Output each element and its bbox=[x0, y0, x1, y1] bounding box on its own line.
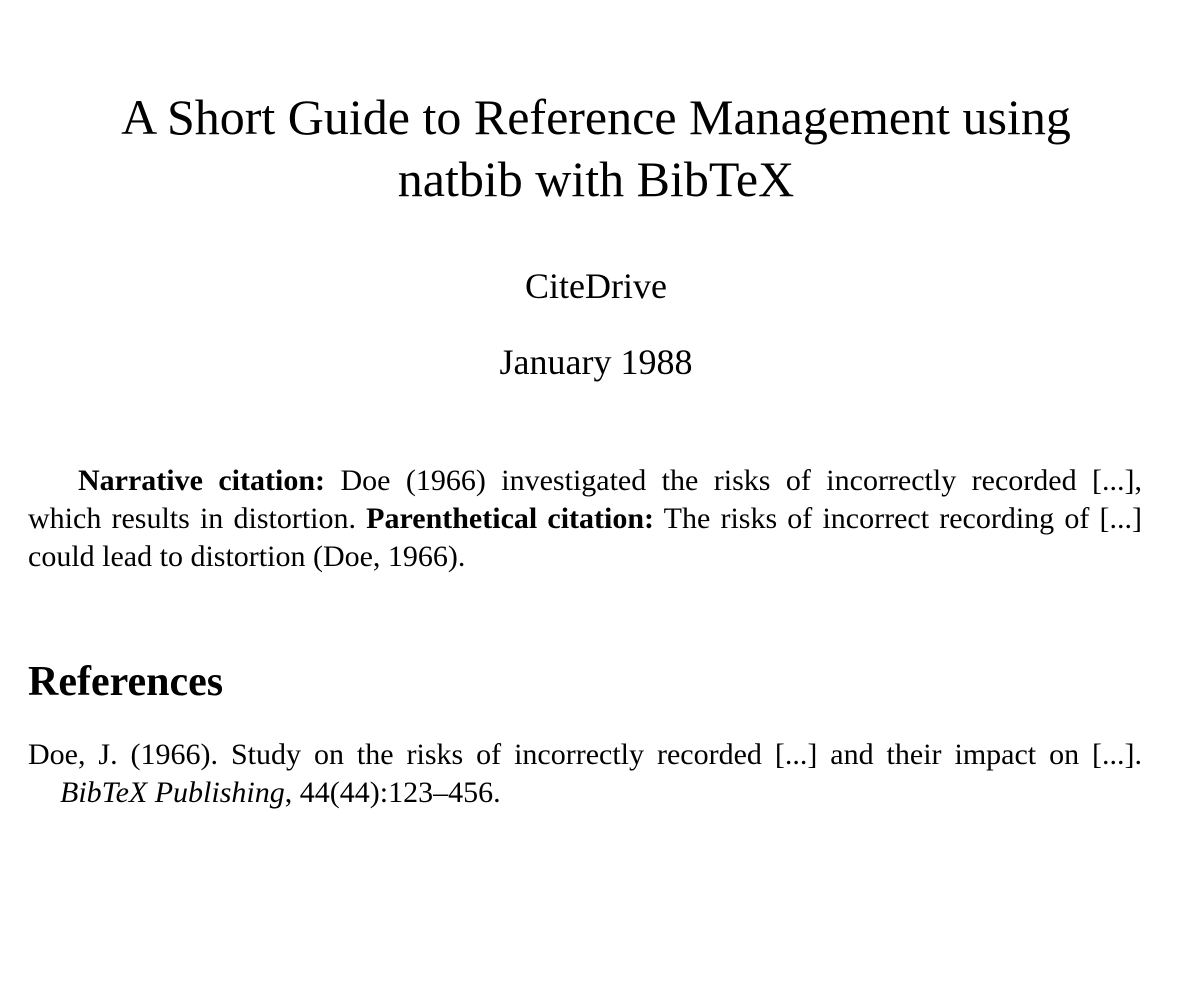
reference-entry bbox=[28, 736, 1142, 812]
body-paragraph bbox=[28, 462, 1142, 576]
narrative-citation-text: Doe (1966) investigated the risks of incorrectly recorded [...], which results in distortion. bbox=[28, 464, 1143, 535]
references-heading: References bbox=[28, 659, 224, 705]
parenthetical-citation-label: Parenthetical citation: bbox=[366, 502, 655, 535]
reference-volume-pages: , 44(44):123–456. bbox=[284, 776, 501, 809]
document-date: January 1988 bbox=[499, 342, 693, 382]
parenthetical-citation-text: The risks of incorrect recording of [...] could lead to distortion (Doe, 1966). bbox=[28, 502, 1142, 573]
reference-entry-text: Doe, J. (1966). Study on the risks of incorrectly recorded [...] and their impact on [...]. bbox=[28, 738, 1142, 771]
title-line-2: natbib with BibTeX bbox=[397, 151, 795, 207]
reference-journal: BibTeX Publishing bbox=[60, 776, 285, 809]
document-author: CiteDrive bbox=[525, 266, 667, 306]
narrative-citation-label: Narrative citation: bbox=[78, 464, 326, 497]
title-line-1: A Short Guide to Reference Management using bbox=[121, 89, 1071, 145]
document-title bbox=[0, 86, 1192, 210]
